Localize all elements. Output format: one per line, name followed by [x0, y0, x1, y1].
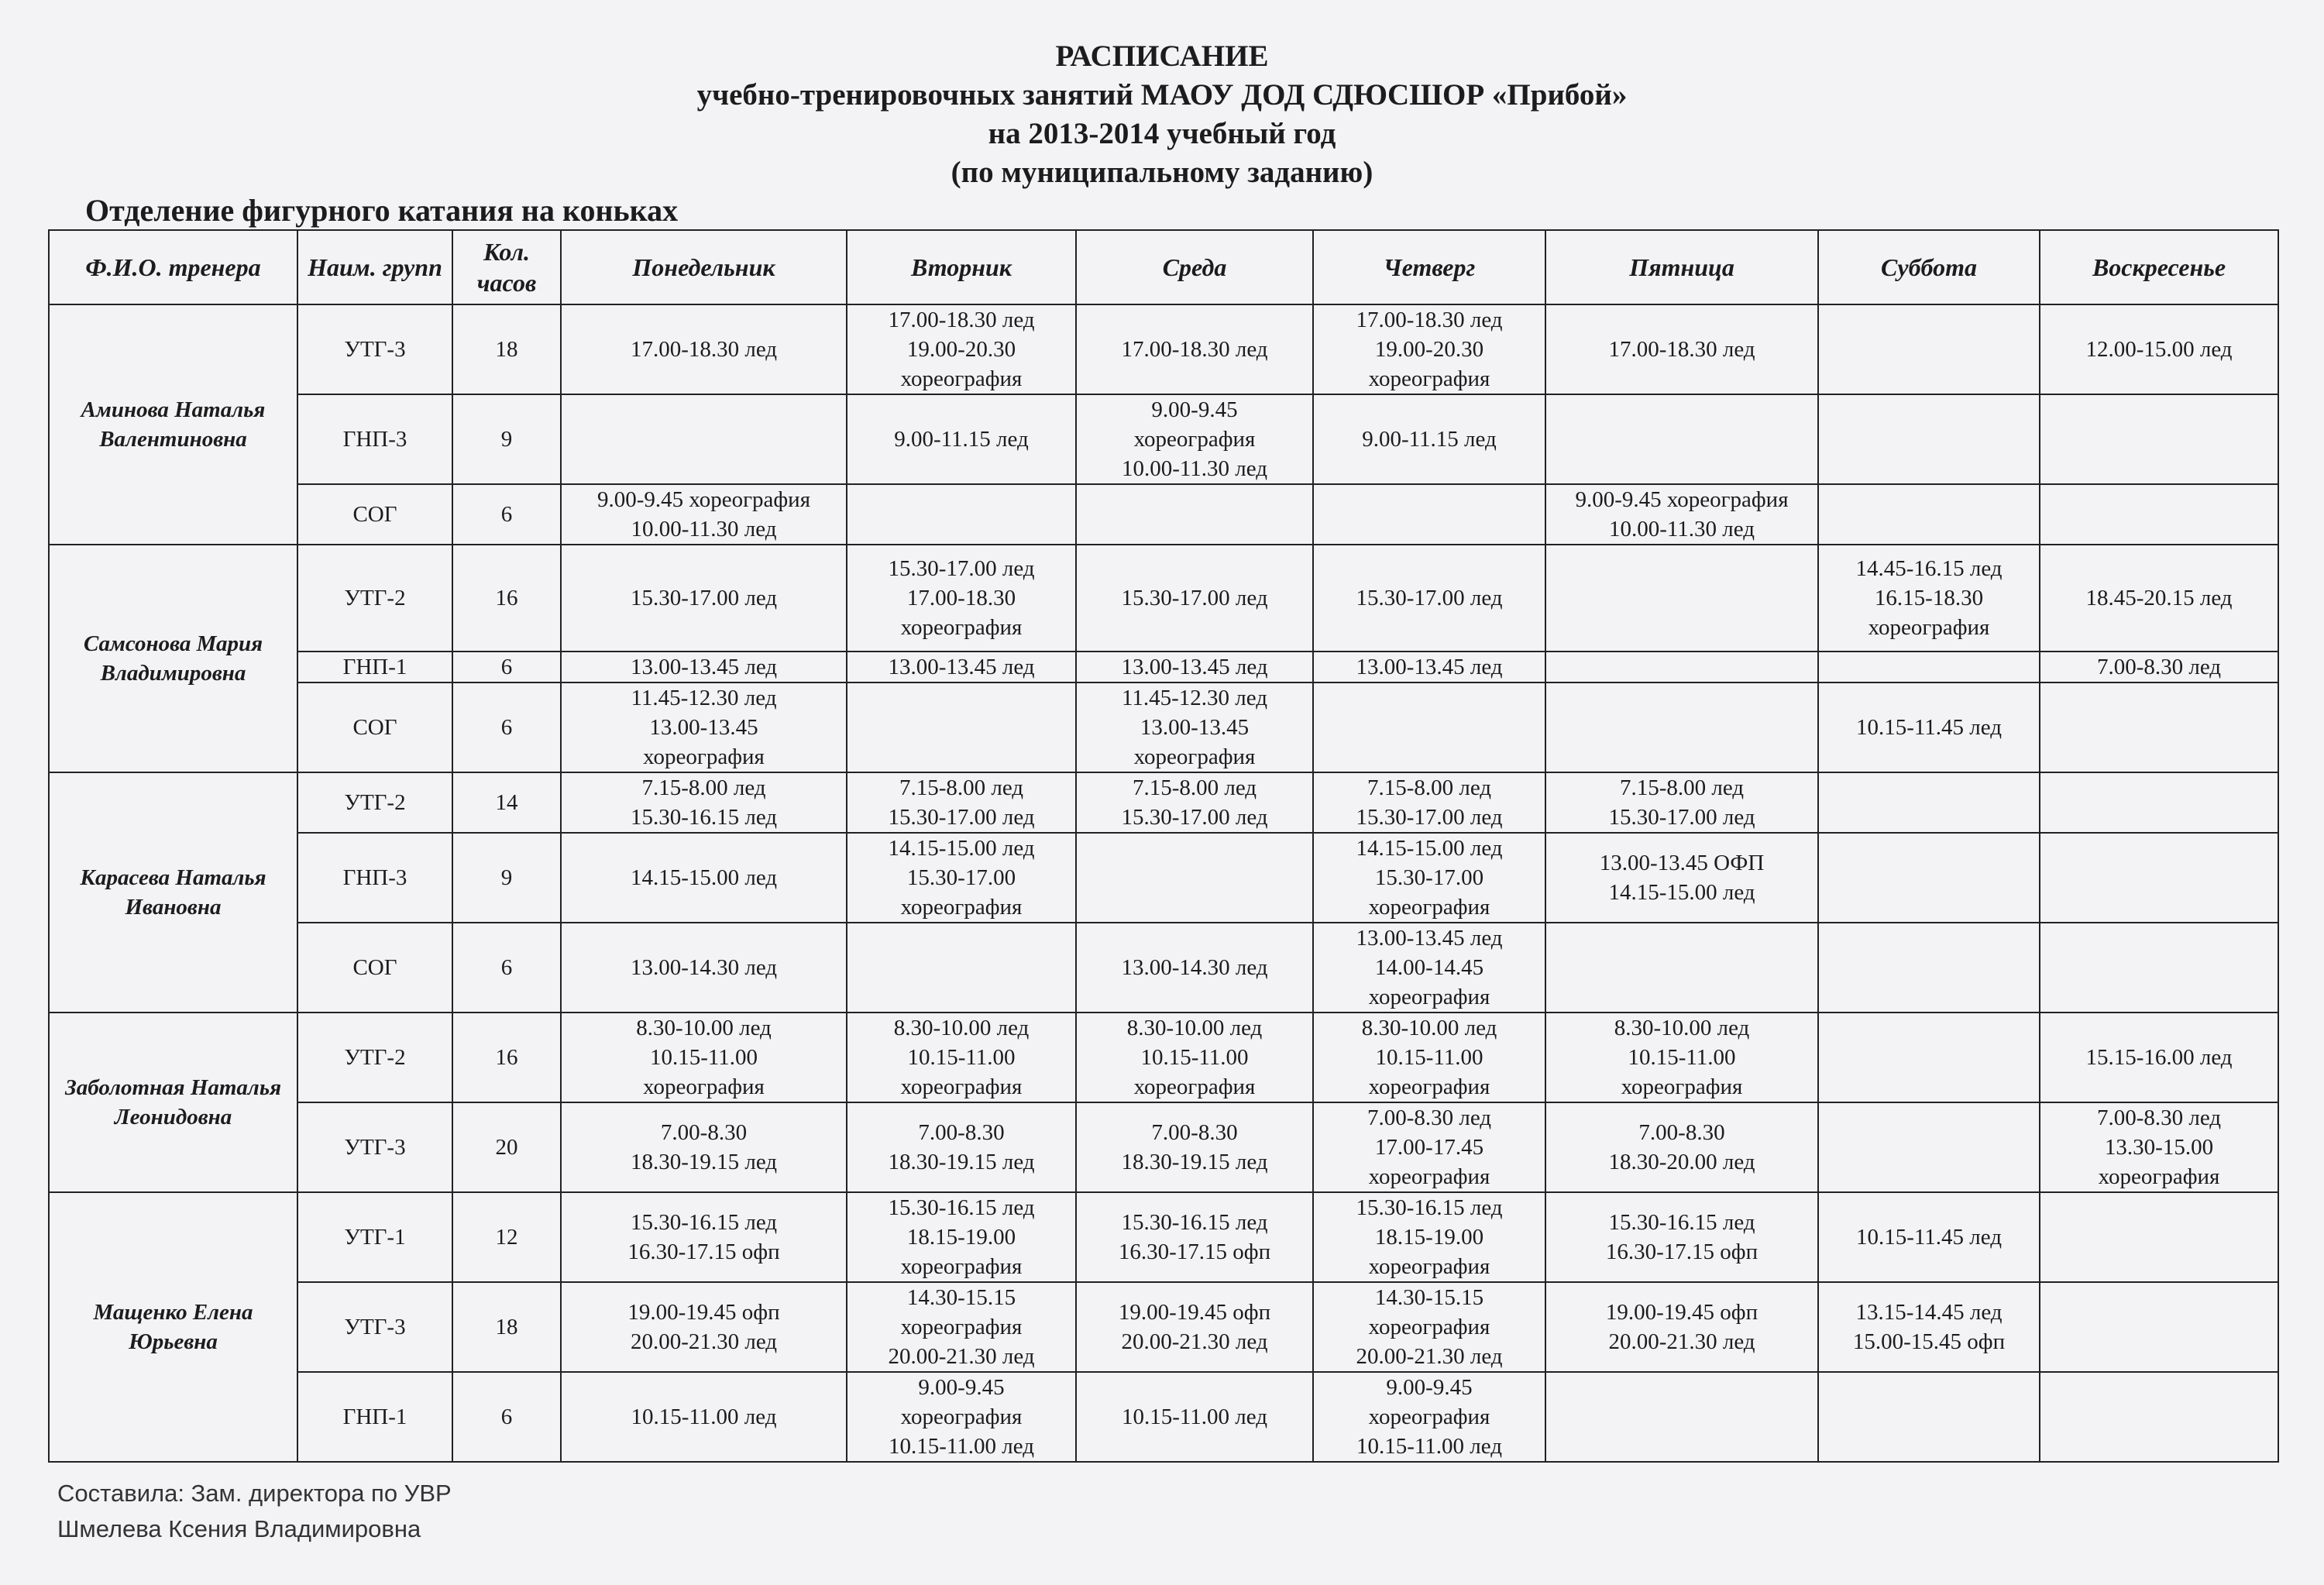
schedule-entry: 7.00-8.30	[660, 1120, 748, 1145]
schedule-cell	[1545, 545, 1818, 652]
coach-name: Карасева Наталья Ивановна	[49, 772, 297, 1013]
schedule-entry: 14.15-15.00 лед	[888, 836, 1035, 861]
schedule-entry: 13.00-13.45 лед	[1356, 926, 1503, 951]
schedule-entry: хореография	[1368, 985, 1490, 1009]
schedule-cell	[847, 652, 1076, 682]
schedule-entry: 9.00-9.45 хореография	[1575, 487, 1789, 512]
group-name: СОГ	[297, 484, 452, 545]
schedule-entry: 10.15-11.00	[1140, 1045, 1249, 1070]
footer-author-name: Шмелева Ксения Владимировна	[57, 1515, 421, 1542]
schedule-cell	[1818, 545, 2040, 652]
schedule-entry: хореография	[1368, 1164, 1490, 1189]
schedule-entry: хореография	[1368, 1254, 1490, 1279]
schedule-entry: 7.15-8.00 лед	[899, 775, 1024, 800]
schedule-cell	[2040, 1192, 2278, 1282]
schedule-entry: 10.15-11.45 лед	[1855, 1225, 2003, 1250]
column-header: Четверг	[1313, 230, 1545, 304]
schedule-cell	[1545, 772, 1818, 833]
schedule-cell	[561, 1282, 847, 1372]
schedule-entry: 10.15-11.00 лед	[888, 1434, 1035, 1459]
schedule-cell	[1545, 484, 1818, 545]
schedule-entry: 15.30-17.00 лед	[1121, 805, 1268, 830]
schedule-entry: 20.00-21.30 лед	[1356, 1344, 1503, 1369]
schedule-entry: 9.00-9.45	[918, 1375, 1005, 1400]
schedule-entry: 19.00-20.30	[1374, 337, 1484, 362]
group-name: УТГ-3	[297, 1282, 452, 1372]
schedule-cell	[561, 1013, 847, 1102]
schedule-entry: 14.45-16.15 лед	[1855, 556, 2003, 581]
coach-name: Самсонова Мария Владимировна	[49, 545, 297, 772]
schedule-entry: хореография	[1133, 427, 1256, 452]
schedule-entry: 16.30-17.15 офп	[1118, 1239, 1271, 1264]
group-name: ГНП-3	[297, 394, 452, 484]
schedule-entry: хореография	[900, 615, 1023, 640]
schedule-entry: 9.00-9.45 хореография	[596, 487, 811, 512]
schedule-entry: 17.00-18.30 лед	[888, 308, 1035, 332]
group-hours: 14	[452, 772, 561, 833]
schedule-entry: 9.00-11.15 лед	[894, 427, 1029, 452]
schedule-cell	[561, 394, 847, 484]
schedule-entry: 7.15-8.00 лед	[1367, 775, 1492, 800]
column-header: Пятница	[1545, 230, 1818, 304]
schedule-entry: 18.30-19.15 лед	[888, 1150, 1035, 1174]
schedule-entry: 10.15-11.00	[649, 1045, 758, 1070]
schedule-entry: хореография	[1133, 1074, 1256, 1099]
schedule-cell	[1313, 1192, 1545, 1282]
group-name: СОГ	[297, 923, 452, 1013]
schedule-cell	[847, 772, 1076, 833]
schedule-entry: 15.30-17.00	[906, 865, 1016, 890]
schedule-entry: хореография	[900, 895, 1023, 920]
schedule-entry: 15.30-16.15 лед	[1608, 1210, 1755, 1235]
schedule-cell	[847, 833, 1076, 923]
schedule-entry: 15.30-17.00	[1374, 865, 1484, 890]
schedule-entry: 17.00-18.30	[906, 586, 1016, 610]
schedule-cell	[1818, 923, 2040, 1013]
schedule-cell	[2040, 833, 2278, 923]
group-hours: 12	[452, 1192, 561, 1282]
schedule-entry: 20.00-21.30 лед	[1608, 1329, 1755, 1354]
schedule-entry: хореография	[900, 1315, 1023, 1339]
column-header: Наим. групп	[297, 230, 452, 304]
schedule-cell	[847, 682, 1076, 772]
schedule-cell	[847, 923, 1076, 1013]
schedule-entry: хореография	[643, 744, 765, 769]
schedule-cell	[2040, 923, 2278, 1013]
schedule-cell	[1545, 304, 1818, 394]
schedule-cell	[847, 1102, 1076, 1192]
schedule-entry: 7.15-8.00 лед	[1132, 775, 1257, 800]
schedule-cell	[1313, 772, 1545, 833]
schedule-entry: 7.15-8.00 лед	[1619, 775, 1745, 800]
schedule-cell	[1818, 833, 2040, 923]
group-hours: 6	[452, 923, 561, 1013]
schedule-entry: 9.00-9.45	[1386, 1375, 1473, 1400]
schedule-cell	[847, 484, 1076, 545]
schedule-entry: 13.15-14.45 лед	[1855, 1300, 2003, 1325]
schedule-entry: 18.45-20.15 лед	[2085, 586, 2233, 610]
schedule-cell	[1818, 1102, 2040, 1192]
schedule-cell	[561, 545, 847, 652]
schedule-cell	[1818, 1192, 2040, 1282]
schedule-entry: 15.30-17.00 лед	[1356, 586, 1503, 610]
coach-name: Заболотная Наталья Леонидовна	[49, 1013, 297, 1192]
column-header: Кол. часов	[452, 230, 561, 304]
schedule-cell	[1076, 484, 1313, 545]
schedule-entry: 10.15-11.00 лед	[1121, 1404, 1268, 1429]
schedule-cell	[561, 484, 847, 545]
group-name: УТГ-3	[297, 1102, 452, 1192]
schedule-cell	[2040, 1372, 2278, 1462]
schedule-cell	[1818, 1372, 2040, 1462]
schedule-cell	[847, 545, 1076, 652]
schedule-entry: 17.00-18.30 лед	[1608, 337, 1755, 362]
table-row	[49, 1282, 2278, 1372]
schedule-cell	[1076, 1102, 1313, 1192]
schedule-entry: хореография	[900, 1404, 1023, 1429]
schedule-entry: 8.30-10.00 лед	[636, 1016, 772, 1040]
schedule-cell	[2040, 1282, 2278, 1372]
schedule-entry: 12.00-15.00 лед	[2085, 337, 2233, 362]
schedule-entry: 10.15-11.00	[1375, 1045, 1483, 1070]
schedule-entry: 15.30-16.15 лед	[1121, 1210, 1268, 1235]
footer-author-role: Составила: Зам. директора по УВР	[57, 1480, 452, 1507]
schedule-entry: 15.30-16.15 лед	[888, 1195, 1035, 1220]
group-hours: 16	[452, 1013, 561, 1102]
schedule-entry: 7.15-8.00 лед	[641, 775, 766, 800]
schedule-entry: хореография	[2098, 1164, 2220, 1189]
schedule-entry: 20.00-21.30 лед	[630, 1329, 778, 1354]
schedule-entry: 15.30-17.00 лед	[1608, 805, 1755, 830]
group-name: ГНП-1	[297, 1372, 452, 1462]
schedule-cell	[1076, 1192, 1313, 1282]
schedule-cell	[1545, 652, 1818, 682]
group-hours: 6	[452, 484, 561, 545]
schedule-cell	[561, 833, 847, 923]
table-row	[49, 484, 2278, 545]
schedule-entry: 17.00-18.30 лед	[1356, 308, 1503, 332]
schedule-entry: хореография	[900, 1254, 1023, 1279]
schedule-entry: 15.30-17.00 лед	[888, 556, 1035, 581]
schedule-entry: 15.15-16.00 лед	[2085, 1045, 2233, 1070]
schedule-cell	[1545, 1372, 1818, 1462]
schedule-cell	[2040, 652, 2278, 682]
schedule-entry: 10.15-11.00 лед	[631, 1404, 777, 1429]
schedule-cell	[1545, 682, 1818, 772]
schedule-cell	[1313, 1372, 1545, 1462]
schedule-cell	[2040, 484, 2278, 545]
schedule-entry: 9.00-9.45	[1151, 397, 1238, 422]
group-name: УТГ-2	[297, 545, 452, 652]
schedule-entry: 13.00-13.45 лед	[1121, 655, 1268, 679]
schedule-entry: хореография	[1368, 366, 1490, 391]
schedule-entry: хореография	[1368, 1074, 1490, 1099]
schedule-entry: 10.00-11.30 лед	[1121, 456, 1268, 481]
schedule-cell	[1313, 923, 1545, 1013]
group-hours: 6	[452, 652, 561, 682]
schedule-cell	[1818, 484, 2040, 545]
column-header: Суббота	[1818, 230, 2040, 304]
schedule-cell	[1818, 394, 2040, 484]
column-header: Воскресенье	[2040, 230, 2278, 304]
schedule-entry: хореография	[1368, 895, 1490, 920]
schedule-entry: 15.30-16.15 лед	[630, 1210, 778, 1235]
table-row	[49, 1013, 2278, 1102]
schedule-cell	[1313, 304, 1545, 394]
schedule-cell	[1545, 1013, 1818, 1102]
schedule-entry: 8.30-10.00 лед	[893, 1016, 1030, 1040]
schedule-entry: 17.00-17.45	[1374, 1135, 1484, 1160]
group-hours: 16	[452, 545, 561, 652]
schedule-cell	[561, 652, 847, 682]
schedule-cell	[1818, 682, 2040, 772]
schedule-entry: 8.30-10.00 лед	[1361, 1016, 1497, 1040]
schedule-cell	[1076, 682, 1313, 772]
schedule-entry: 14.15-15.00 лед	[1608, 880, 1755, 905]
group-name: УТГ-1	[297, 1192, 452, 1282]
schedule-cell	[1313, 484, 1545, 545]
schedule-cell	[1313, 545, 1545, 652]
schedule-entry: 15.30-16.15 лед	[1356, 1195, 1503, 1220]
schedule-entry: 18.30-19.15 лед	[630, 1150, 778, 1174]
schedule-entry: 16.30-17.15 офп	[627, 1239, 780, 1264]
schedule-cell	[2040, 394, 2278, 484]
schedule-cell	[1076, 1013, 1313, 1102]
schedule-entry: 17.00-18.30 лед	[1121, 337, 1268, 362]
schedule-entry: 10.15-11.00	[907, 1045, 1016, 1070]
schedule-entry: 14.00-14.45	[1374, 955, 1484, 980]
schedule-cell	[1545, 833, 1818, 923]
schedule-cell	[1313, 1282, 1545, 1372]
schedule-cell	[2040, 682, 2278, 772]
schedule-cell	[1818, 1282, 2040, 1372]
schedule-table	[48, 229, 2279, 1463]
table-row	[49, 1192, 2278, 1282]
schedule-cell	[1076, 1282, 1313, 1372]
schedule-cell	[847, 304, 1076, 394]
schedule-entry: 14.15-15.00 лед	[630, 865, 778, 890]
schedule-entry: 15.30-17.00 лед	[888, 805, 1035, 830]
schedule-cell	[847, 1192, 1076, 1282]
schedule-entry: 14.15-15.00 лед	[1356, 836, 1503, 861]
schedule-entry: 13.00-14.30 лед	[1121, 955, 1268, 980]
schedule-cell	[1076, 304, 1313, 394]
schedule-cell	[1076, 652, 1313, 682]
schedule-cell	[2040, 1102, 2278, 1192]
schedule-entry: хореография	[900, 1074, 1023, 1099]
table-row	[49, 682, 2278, 772]
schedule-entry: 15.30-17.00 лед	[1356, 805, 1503, 830]
schedule-cell	[847, 394, 1076, 484]
schedule-cell	[1313, 833, 1545, 923]
academic-year: на 2013-2014 учебный год	[988, 117, 1336, 150]
schedule-entry: 19.00-20.30	[906, 337, 1016, 362]
schedule-cell	[1313, 682, 1545, 772]
schedule-entry: 14.30-15.15	[1374, 1285, 1484, 1310]
coach-name: Аминова Наталья Валентиновна	[49, 304, 297, 545]
schedule-cell	[1076, 923, 1313, 1013]
schedule-entry: 7.00-8.30	[1638, 1120, 1725, 1145]
schedule-entry: 16.30-17.15 офп	[1605, 1239, 1758, 1264]
schedule-entry: хореография	[1368, 1315, 1490, 1339]
schedule-entry: 13.00-13.45	[649, 715, 758, 740]
group-name: ГНП-3	[297, 833, 452, 923]
schedule-cell	[1545, 1102, 1818, 1192]
schedule-cell	[1545, 1192, 1818, 1282]
schedule-cell	[1545, 394, 1818, 484]
schedule-cell	[561, 304, 847, 394]
schedule-entry: 8.30-10.00 лед	[1126, 1016, 1263, 1040]
schedule-entry: 7.00-8.30 лед	[1367, 1105, 1492, 1130]
group-name: УТГ-2	[297, 772, 452, 833]
schedule-entry: 20.00-21.30 лед	[888, 1344, 1035, 1369]
schedule-cell	[561, 772, 847, 833]
column-header: Понедельник	[561, 230, 847, 304]
schedule-entry: 15.30-17.00 лед	[630, 586, 778, 610]
schedule-cell	[2040, 304, 2278, 394]
table-row	[49, 772, 2278, 833]
table-row	[49, 652, 2278, 682]
schedule-entry: 14.30-15.15	[906, 1285, 1016, 1310]
group-hours: 9	[452, 394, 561, 484]
table-row	[49, 304, 2278, 394]
department-title: Отделение фигурного катания на коньках	[85, 193, 679, 228]
schedule-entry: 10.15-11.00	[1628, 1045, 1736, 1070]
schedule-cell	[1076, 1372, 1313, 1462]
document-title: РАСПИСАНИЕ	[1055, 40, 1269, 73]
schedule-entry: 13.30-15.00	[2104, 1135, 2214, 1160]
schedule-cell	[1076, 833, 1313, 923]
schedule-cell	[847, 1013, 1076, 1102]
group-name: УТГ-2	[297, 1013, 452, 1102]
schedule-entry: 19.00-19.45 офп	[1118, 1300, 1271, 1325]
table-row	[49, 394, 2278, 484]
column-header: Ф.И.О. тренера	[49, 230, 297, 304]
schedule-entry: 7.00-8.30 лед	[2096, 655, 2222, 679]
schedule-cell	[1313, 1013, 1545, 1102]
schedule-cell	[2040, 772, 2278, 833]
schedule-entry: хореография	[900, 366, 1023, 391]
schedule-entry: 10.00-11.30 лед	[1608, 517, 1755, 542]
schedule-entry: хореография	[1868, 615, 1990, 640]
schedule-cell	[1313, 1102, 1545, 1192]
schedule-cell	[847, 1282, 1076, 1372]
schedule-cell	[1545, 923, 1818, 1013]
document-header	[0, 37, 2324, 192]
schedule-entry: 13.00-13.45 ОФП	[1599, 851, 1765, 875]
schedule-entry: хореография	[1368, 1404, 1490, 1429]
schedule-cell	[1076, 394, 1313, 484]
schedule-entry: 10.15-11.00 лед	[1356, 1434, 1503, 1459]
schedule-entry: хореография	[1621, 1074, 1743, 1099]
schedule-entry: 11.45-12.30 лед	[1121, 686, 1268, 710]
schedule-entry: 10.00-11.30 лед	[631, 517, 777, 542]
schedule-entry: 13.00-13.45 лед	[630, 655, 778, 679]
footer	[57, 1476, 452, 1547]
schedule-cell	[561, 1192, 847, 1282]
schedule-entry: 10.15-11.45 лед	[1855, 715, 2003, 740]
group-name: УТГ-3	[297, 304, 452, 394]
group-name: ГНП-1	[297, 652, 452, 682]
schedule-cell	[1313, 394, 1545, 484]
schedule-entry: 20.00-21.30 лед	[1121, 1329, 1268, 1354]
column-header: Вторник	[847, 230, 1076, 304]
schedule-entry: 19.00-19.45 офп	[627, 1300, 780, 1325]
schedule-cell	[1818, 304, 2040, 394]
document-subtitle: учебно-тренировочных занятий МАОУ ДОД СДЮСШОР «Прибой»	[696, 78, 1628, 112]
schedule-cell	[1313, 652, 1545, 682]
schedule-entry: 18.30-19.15 лед	[1121, 1150, 1268, 1174]
group-hours: 9	[452, 833, 561, 923]
schedule-entry: 18.15-19.00	[906, 1225, 1016, 1250]
schedule-cell	[1545, 1282, 1818, 1372]
schedule-entry: 13.00-13.45 лед	[1356, 655, 1503, 679]
schedule-entry: 8.30-10.00 лед	[1614, 1016, 1750, 1040]
schedule-cell	[561, 1372, 847, 1462]
schedule-cell	[1818, 772, 2040, 833]
schedule-entry: 7.00-8.30 лед	[2096, 1105, 2222, 1130]
schedule-entry: 18.30-20.00 лед	[1608, 1150, 1755, 1174]
column-header: Среда	[1076, 230, 1313, 304]
schedule-cell	[847, 1372, 1076, 1462]
schedule-cell	[561, 923, 847, 1013]
schedule-cell	[2040, 545, 2278, 652]
schedule-entry: хореография	[1133, 744, 1256, 769]
table-header-row	[49, 230, 2278, 304]
group-hours: 6	[452, 1372, 561, 1462]
schedule-cell	[1818, 652, 2040, 682]
group-hours: 18	[452, 304, 561, 394]
schedule-cell	[561, 1102, 847, 1192]
schedule-entry: 16.15-18.30	[1874, 586, 1984, 610]
schedule-entry: 7.00-8.30	[918, 1120, 1005, 1145]
schedule-cell	[2040, 1013, 2278, 1102]
table-row	[49, 1102, 2278, 1192]
schedule-cell	[561, 682, 847, 772]
schedule-cell	[1076, 772, 1313, 833]
group-hours: 20	[452, 1102, 561, 1192]
schedule-entry: 17.00-18.30 лед	[630, 337, 778, 362]
group-name: СОГ	[297, 682, 452, 772]
schedule-entry: 13.00-13.45	[1140, 715, 1250, 740]
schedule-entry: 18.15-19.00	[1374, 1225, 1484, 1250]
schedule-entry: 19.00-19.45 офп	[1605, 1300, 1758, 1325]
schedule-entry: 13.00-13.45 лед	[888, 655, 1035, 679]
coach-name: Мащенко Елена Юрьевна	[49, 1192, 297, 1462]
table-row	[49, 1372, 2278, 1462]
schedule-entry: 15.30-16.15 лед	[630, 805, 778, 830]
table-row	[49, 923, 2278, 1013]
schedule-entry: 11.45-12.30 лед	[631, 686, 777, 710]
schedule-cell	[1076, 545, 1313, 652]
table-row	[49, 545, 2278, 652]
basis-note: (по муниципальному заданию)	[951, 156, 1373, 189]
group-hours: 6	[452, 682, 561, 772]
group-hours: 18	[452, 1282, 561, 1372]
schedule-entry: 13.00-14.30 лед	[630, 955, 778, 980]
schedule-entry: 15.30-17.00 лед	[1121, 586, 1268, 610]
schedule-entry: 7.00-8.30	[1151, 1120, 1238, 1145]
schedule-cell	[1818, 1013, 2040, 1102]
schedule-entry: хореография	[643, 1074, 765, 1099]
table-row	[49, 833, 2278, 923]
schedule-entry: 15.00-15.45 офп	[1852, 1329, 2006, 1354]
schedule-entry: 9.00-11.15 лед	[1362, 427, 1497, 452]
